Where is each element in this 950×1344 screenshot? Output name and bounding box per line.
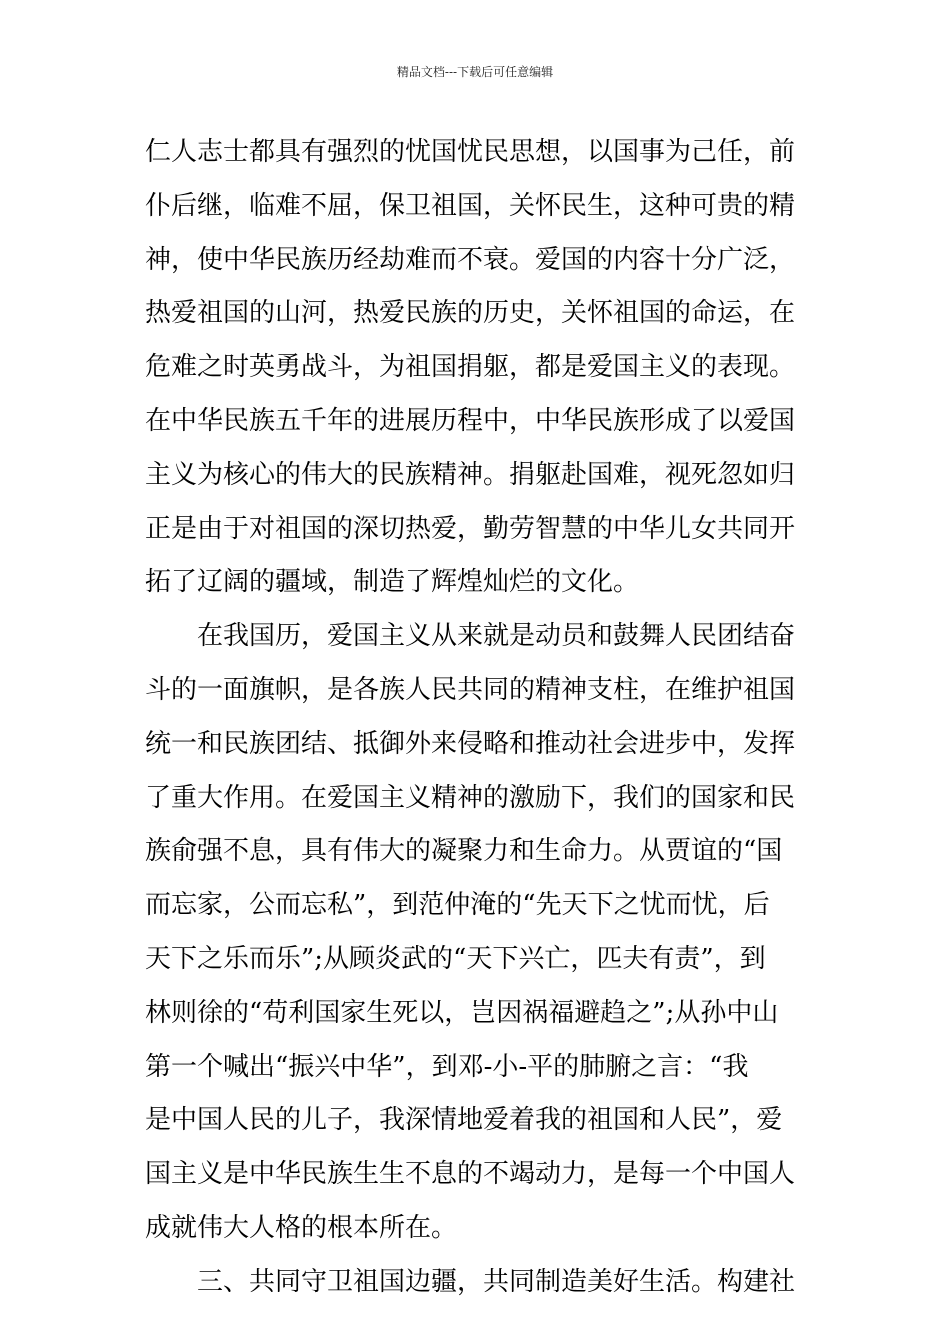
text-line: 热爱祖国的山河，热爱民族的历史，关怀祖国的命运，在 [145,298,796,329]
text-line: 在中华民族五千年的进展历程中，中华民族形成了以爱国 [145,405,796,436]
text-line: 天下之乐而乐”;从顾炎武的“天下兴亡，匹夫有责”，到 [145,943,766,974]
paragraph-start-line: 三、共同守卫祖国边疆，共同制造美好生活。构建社 [197,1266,796,1297]
text-line: 主义为核心的伟大的民族精神。捐躯赴国难，视死忽如归 [145,459,796,490]
text-line: 危难之时英勇战斗，为祖国捐躯，都是爱国主义的表现。 [145,352,796,383]
text-line: 拓了辽阔的疆域，制造了辉煌灿烂的文化。 [145,567,640,598]
text-line: 神，使中华民族历经劫难而不衰。爱国的内容十分广泛， [145,244,796,275]
text-line: 第一个喊出“振兴中华”，到邓-小-平的肺腑之言：“我 [145,1051,749,1082]
page-header: 精品文档---下载后可任意编辑 [396,65,554,79]
text-line: 林则徐的“苟利国家生死以，岂因祸福避趋之”;从孙中山 [145,997,779,1028]
text-line: 是中国人民的儿子，我深情地爱着我的祖国和人民”，爱 [145,1105,783,1136]
text-line: 斗的一面旗帜，是各族人民共同的精神支柱，在维护祖国 [145,674,796,705]
text-line: 族俞强不息，具有伟大的凝聚力和生命力。从贾谊的“国 [145,836,783,867]
text-line: 了重大作用。在爱国主义精神的激励下，我们的国家和民 [145,782,796,813]
document-body [145,126,810,1310]
text-line: 而忘家，公而忘私”，到范仲淹的“先天下之忧而忧，后 [145,890,770,921]
text-line: 仆后继，临难不屈，保卫祖国，关怀民生，这种可贵的精 [145,190,796,221]
paragraph-start-line: 在我国历，爱国主义从来就是动员和鼓舞人民团结奋 [197,621,796,652]
text-line: 国主义是中华民族生生不息的不竭动力，是每一个中国人 [145,1159,796,1190]
text-line: 正是由于对祖国的深切热爱，勤劳智慧的中华儿女共同开 [145,513,796,544]
text-line: 统一和民族团结、抵御外来侵略和推动社会进步中，发挥 [145,728,796,759]
text-line: 仁人志士都具有强烈的忧国忧民思想，以国事为己任，前 [145,137,796,167]
text-line: 成就伟大人格的根本所在。 [145,1212,458,1243]
